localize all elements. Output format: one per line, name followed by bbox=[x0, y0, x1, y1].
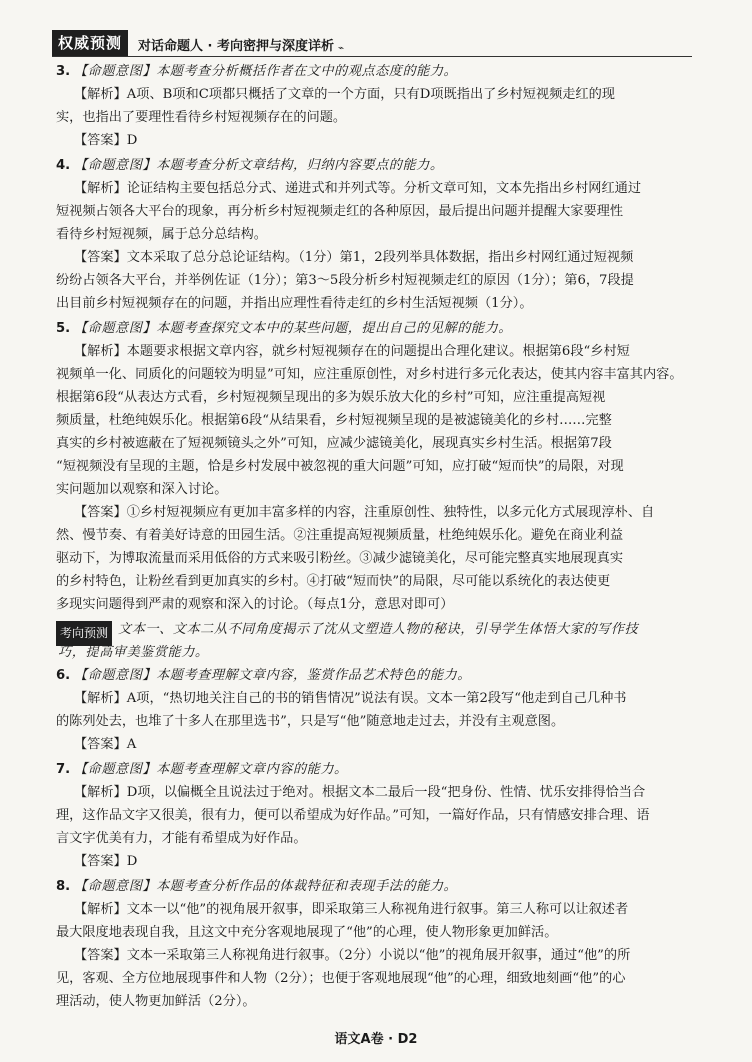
page-header bbox=[52, 30, 692, 57]
question-block bbox=[56, 317, 696, 616]
answer-line: 出目前乡村短视频存在的问题，并指出应理性看待走红的乡村生活短视频（1分）。 bbox=[56, 296, 533, 311]
analysis-line: 实，也指出了要理性看待乡村短视频存在的问题。 bbox=[56, 110, 347, 125]
analysis-line: 最大限度地表现自我，且这文中充分客观地展现了“他”的心理，使人物形象更加鲜活。 bbox=[56, 925, 558, 940]
question-intent-line bbox=[56, 758, 696, 781]
question-block bbox=[56, 154, 696, 315]
question-intent: 【命题意图】本题考查分析文章结构，归纳内容要点的能力。 bbox=[74, 158, 444, 173]
answer-line: 纷纷占领各大平台，并举例佐证（1分）；第3～5段分析乡村短视频走红的原因（1分）；第6，7段提 bbox=[56, 273, 634, 288]
analysis-line: 根据第6段“从表达方式看，乡村短视频呈现出的多为娱乐放大化的乡村”可知，应注重提高短视 bbox=[56, 390, 606, 405]
question-intent-line bbox=[56, 664, 696, 687]
question-intent-line bbox=[56, 317, 696, 340]
analysis-line: 【解析】A项，“热切地关注自己的书的销售情况”说法有误。文本一第2段写“他走到自己几种书 bbox=[74, 691, 627, 706]
question-intent-line bbox=[56, 60, 696, 83]
answer-line: 【答案】D bbox=[74, 133, 138, 148]
question-block bbox=[56, 60, 696, 152]
analysis-line: 【解析】D项，以偏概全且说法过于绝对。根据文本二最后一段“把身份、性情、忧乐安排得恰当合 bbox=[74, 785, 646, 800]
question-group-1 bbox=[56, 60, 696, 616]
question-intent-line bbox=[56, 154, 696, 177]
answer-line: 理活动，使人物更加鲜活（2分）。 bbox=[56, 994, 256, 1009]
analysis-line: 实问题加以观察和深入讨论。 bbox=[56, 482, 228, 497]
analysis-line: 【解析】A项、B项和C项都只概括了文章的一个方面，只有D项既指出了乡村短视频走红的现 bbox=[74, 87, 615, 102]
answer-line: 见，客观、全方位地展现事件和人物（2分）；也便于客观地展现“他”的心理，细致地刻画“他”的心 bbox=[56, 971, 626, 986]
header-subtitle: 对话命题人 · 考向密押与深度详析 bbox=[138, 39, 335, 54]
analysis-line: 视频单一化、同质化的问题较为明显”可知，应注重原创性，对乡村进行多元化表达，使其内容丰富其内容。 bbox=[56, 367, 683, 382]
question-intent-line bbox=[56, 875, 696, 898]
question-block bbox=[56, 875, 696, 1013]
question-number: 3. bbox=[56, 64, 71, 79]
analysis-line: 短视频占领各大平台的现象，再分析乡村短视频走红的各种原因，最后提出问题并提醒大家要理性 bbox=[56, 204, 624, 219]
analysis-line: 理，这作品文字又很美，很有力，便可以希望成为好作品。”可知，一篇好作品，只有情感安排合理、语 bbox=[56, 808, 650, 823]
forecast-line: 巧，提高审美鉴赏能力。 bbox=[58, 645, 209, 660]
page-footer: 语文A卷 · D2 bbox=[334, 1032, 418, 1047]
question-intent: 【命题意图】本题考查理解文章内容，鉴赏作品艺术特色的能力。 bbox=[74, 668, 471, 683]
answer-line: 【答案】①乡村短视频应有更加丰富多样的内容，注重原创性、独特性，以多元化方式展现淳朴、自 bbox=[74, 505, 655, 520]
analysis-line: 【解析】论证结构主要包括总分式、递进式和并列式等。分析文章可知，文本先指出乡村网红通过 bbox=[74, 181, 642, 196]
question-block bbox=[56, 664, 696, 756]
question-block bbox=[56, 758, 696, 873]
question-intent: 【命题意图】本题考查理解文章内容的能力。 bbox=[74, 762, 348, 777]
question-intent: 【命题意图】本题考查探究文本中的某些问题，提出自己的见解的能力。 bbox=[74, 321, 512, 336]
answer-content bbox=[56, 60, 696, 1015]
question-number: 7. bbox=[56, 762, 71, 777]
answer-line: 多现实问题得到严肃的观察和深入的讨论。（每点1分，意思对即可） bbox=[56, 597, 454, 612]
answer-line: 【答案】文本采取了总分总论证结构。（1分）第1，2段列举具体数据，指出乡村网红通过短视频 bbox=[74, 250, 634, 265]
analysis-line: 频质量，杜绝纯娱乐化。根据第6段“从结果看，乡村短视频呈现的是被滤镜美化的乡村……完整 bbox=[56, 413, 612, 428]
analysis-line: 【解析】本题要求根据文章内容，就乡村短视频存在的问题提出合理化建议。根据第6段“乡村短 bbox=[74, 344, 630, 359]
header-mark: ⌁ bbox=[338, 43, 345, 54]
answer-line: 驱动下，为博取流量而采用低俗的方式来吸引粉丝。③减少滤镜美化，尽可能完整真实地展现真实 bbox=[56, 551, 624, 566]
answer-line: 【答案】文本一采取第三人称视角进行叙事。（2分）小说以“他”的视角展开叙事，通过“他”的所 bbox=[74, 948, 631, 963]
question-number: 4. bbox=[56, 158, 71, 173]
analysis-line: 【解析】文本一以“他”的视角展开叙事，即采取第三人称视角进行叙事。第三人称可以让叙述者 bbox=[74, 902, 629, 917]
question-intent: 【命题意图】本题考查分析作品的体裁特征和表现手法的能力。 bbox=[74, 879, 458, 894]
header-badge: 权威预测 bbox=[52, 30, 128, 56]
analysis-line: 真实的乡村被遮蔽在了短视频镜头之外”可知，应减少滤镜美化，展现真实乡村生活。根据第7段 bbox=[56, 436, 612, 451]
answer-line: 然、慢节奏、有着美好诗意的田园生活。②注重提高短视频质量，杜绝纯娱乐化。避免在商业利益 bbox=[56, 528, 624, 543]
question-number: 6. bbox=[56, 668, 71, 683]
forecast-line: 文本一、文本二从不同角度揭示了沈从文塑造人物的秘诀，引导学生体悟大家的写作技 bbox=[118, 622, 639, 637]
analysis-line: “短视频没有呈现的主题，恰是乡村发展中被忽视的重大问题”可知，应打破“短而快”的局限，对现 bbox=[56, 459, 624, 474]
answer-line: 【答案】D bbox=[74, 854, 138, 869]
question-number: 8. bbox=[56, 879, 71, 894]
analysis-line: 的陈列处去，也堆了十多人在那里选书”，只是写“他”随意地走过去，并没有主观意图。 bbox=[56, 714, 565, 729]
forecast-badge: 考向预测 bbox=[56, 621, 112, 646]
question-group-2 bbox=[56, 664, 696, 1013]
answer-line: 【答案】A bbox=[74, 737, 137, 752]
forecast-block bbox=[56, 618, 696, 664]
analysis-line: 看待乡村短视频，属于总分总结构。 bbox=[56, 227, 267, 242]
question-intent: 【命题意图】本题考查分析概括作者在文中的观点态度的能力。 bbox=[74, 64, 458, 79]
answer-line: 的乡村特色，让粉丝看到更加真实的乡村。④打破“短而快”的局限，尽可能以系统化的表达使更 bbox=[56, 574, 611, 589]
question-number: 5. bbox=[56, 321, 71, 336]
analysis-line: 言文字优美有力，才能有希望成为好作品。 bbox=[56, 831, 307, 846]
